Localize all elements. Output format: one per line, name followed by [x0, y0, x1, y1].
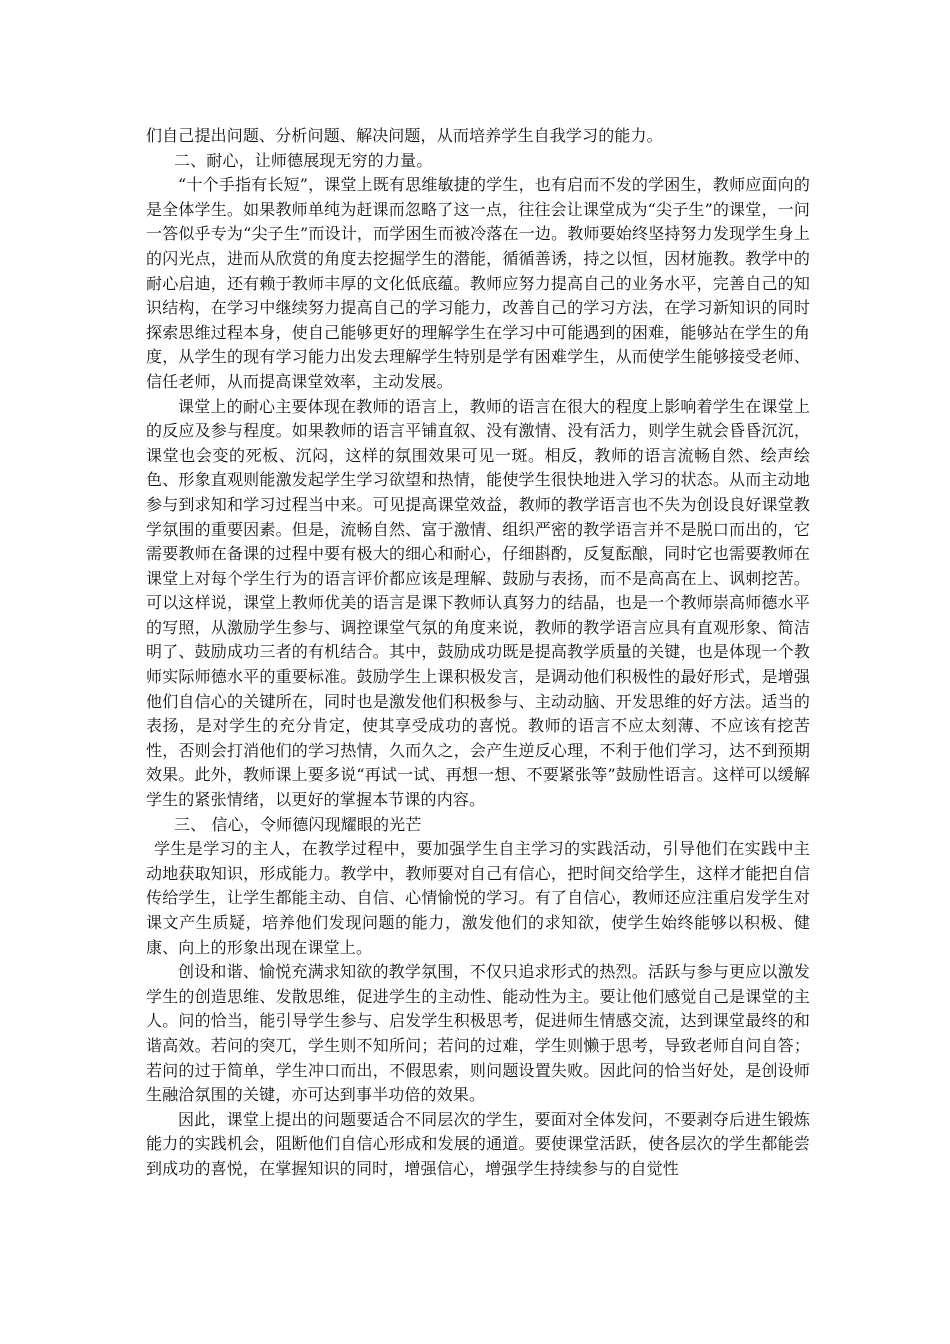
document-page: [146, 124, 810, 1182]
section-heading-3: 三、 信心，令师德闪现耀眼的光芒: [174, 814, 422, 834]
paragraph-continuation: 们自己提出问题、分析问题、解决问题，从而培养学生自我学习的能力。: [146, 126, 663, 145]
paragraph-confidence-3: 因此，课堂上提出的问题要适合不同层次的学生，要面对全体发问，不要剥夺后进生锻炼能力的实践机会，阻断他们自信心形成和发展的通道。要使课堂活跃，使各层次的学生都能尝到成功的喜悦，在掌握知识的同时，增强信心，增强学生持续参与的自觉性: [146, 1109, 810, 1178]
paragraph-confidence-2: 创设和谐、愉悦充满求知欲的教学氛围，不仅只追求形式的热烈。活跃与参与更应以激发学生的创造思维、发散思维，促进学生的主动性、能动性为主。要让他们感觉自己是课堂的主人。问的恰当，能引导学生参与、启发学生积极思考，促进师生情感交流，达到课堂最终的和谐高效。若问的突兀，学生则不知所问；若问的过难，学生则懒于思考，导致老师自问自答；若问的过于简单，学生冲口而出，不假思索，则问题设置失败。因此问的恰当好处，是创设师生融洽氛围的关键，亦可达到事半功倍的效果。: [146, 962, 810, 1105]
section-heading-2: 二、耐心，让师德展现无穷的力量。: [174, 150, 433, 170]
paragraph-patience-2: 课堂上的耐心主要体现在教师的语言上，教师的语言在很大的程度上影响着学生在课堂上的反应及参与程度。如果教师的语言平铺直叙、没有激情、没有活力，则学生就会昏昏沉沉，课堂也会变的死板、沉闷，这样的氛围效果可见一斑。相反，教师的语言流畅自然、绘声绘色、形象直观则能激发起学生学习欲望和热情，能使学生很快地进入学习的状态。从而主动地参与到求知和学习过程当中来。可见提高课堂效益，教师的教学语言也不失为创设良好课堂教学氛围的重要因素。但是，流畅自然、富于激情、组织严密的教学语言并不是脱口而出的，它需要教师在备课的过程中要有极大的细心和耐心，仔细斟酌，反复酝酿，同时它也需要教师在课堂上对每个学生行为的语言评价都应该是理解、鼓励与表扬，而不是高高在上、讽刺挖苦。可以这样说，课堂上教师优美的语言是课下教师认真努力的结晶，也是一个教师崇高师德水平的写照，从激励学生参与、调控课堂气氛的角度来说，教师的教学语言应具有直观形象、简洁明了、鼓励成功三者的有机结合。其中，鼓励成功既是提高教学质量的关键，也是体现一个教师实际师德水平的重要标准。鼓励学生上课积极发言，是调动他们积极性的最好形式，是增强他们自信心的关键所在，同时也是激发他们积极参与、主动动脑、开发思维的好方法。适当的表扬，是对学生的充分肯定，使其享受成功的喜悦。教师的语言不应太刻薄、不应该有挖苦性，否则会打消他们的学习热情，久而久之，会产生逆反心理，不利于他们学习，达不到预期效果。此外，教师课上要多说“再试一试、再想一想、不要紧张等”鼓励性语言。这样可以缓解学生的紧张情绪，以更好的掌握本节课的内容。: [146, 396, 810, 810]
paragraph-confidence-1: 学生是学习的主人，在教学过程中，要加强学生自主学习的实践活动，引导他们在实践中主动地获取知识，形成能力。教学中，教师要对自己有信心，把时间交给学生，这样才能把自信传给学生，让学生都能主动、自信、心情愉悦的学习。有了自信心，教师还应注重启发学生对课文产生质疑，培养他们发现问题的能力，激发他们的求知欲，使学生始终能够以积极、健康、向上的形象出现在课堂上。: [146, 839, 810, 957]
paragraph-patience-1: “十个手指有长短”，课堂上既有思维敏捷的学生，也有启而不发的学困生，教师应面向的是全体学生。如果教师单纯为赶课而忽略了这一点，往往会让课堂成为“尖子生”的课堂，一问一答似乎专为“尖子生”而设计，而学困生而被冷落在一边。教师要始终坚持努力发现学生身上的闪光点，进而从欣赏的角度去挖掘学生的潜能，循循善诱，持之以恒，因材施教。教学中的耐心启迪，还有赖于教师丰厚的文化低底蕴。教师应努力提高自己的业务水平，完善自己的知识结构，在学习中继续努力提高自己的学习能力，改善自己的学习方法，在学习新知识的同时探索思维过程本身，使自己能够更好的理解学生在学习中可能遇到的困难，能够站在学生的角度，从学生的现有学习能力出发去理解学生特别是学有困难学生，从而使学生能够接受老师、信任老师，从而提高课堂效率，主动发展。: [146, 175, 810, 391]
